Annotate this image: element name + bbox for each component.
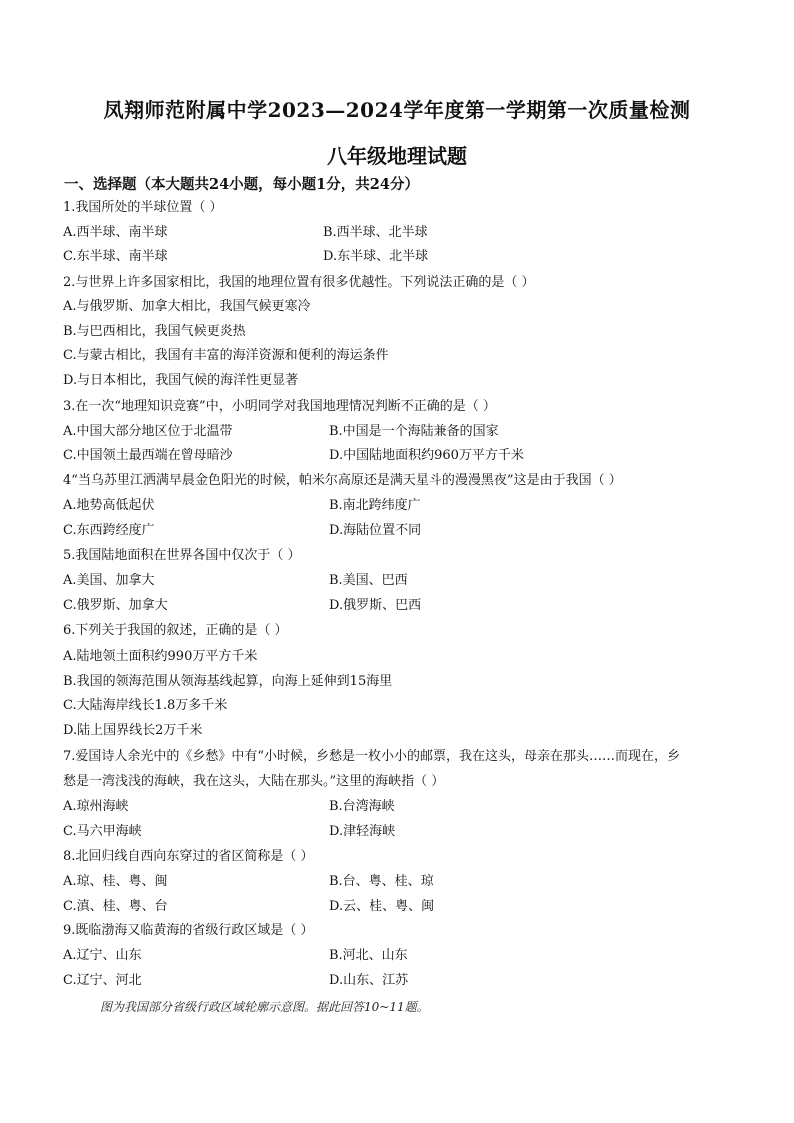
- question-5-option-d: D.俄罗斯、巴西: [329, 598, 422, 613]
- question-5-option-c: C.俄罗斯、加拿大: [63, 598, 168, 613]
- question-2-option-b: B.与巴西相比，我国气候更炎热: [63, 324, 246, 339]
- question-4-stem: 4“当乌苏里江洒满早晨金色阳光的时候，帕米尔高原还是满天星斗的漫漫黑夜”这是由于我国（ ）: [63, 473, 622, 488]
- question-1-option-a: A.西半球、南半球: [63, 225, 168, 240]
- question-1-stem: 1.我国所处的半球位置（ ）: [63, 200, 223, 215]
- question-3-option-c: C.中国领土最西端在曾母暗沙: [63, 448, 233, 463]
- question-6-stem: 6.下列关于我国的叙述，正确的是（ ）: [63, 623, 288, 638]
- question-3-option-b: B.中国是一个海陆兼备的国家: [329, 424, 499, 439]
- question-9-option-c: C.辽宁、河北: [63, 973, 142, 988]
- question-7-option-d: D.津轻海峡: [329, 824, 396, 839]
- question-8-option-a: A.琼、桂、粤、闽: [63, 874, 168, 889]
- question-2-stem: 2.与世界上许多国家相比，我国的地理位置有很多优越性。下列说法正确的是（ ）: [63, 275, 535, 290]
- question-4-option-b: B.南北跨纬度广: [329, 498, 421, 513]
- question-1-option-d: D.东半球、北半球: [323, 249, 429, 264]
- figure-caption: 图为我国部分省级行政区域轮廓示意图。据此回答10~11题。: [100, 1000, 429, 1014]
- section-heading: 一、选择题（本大题共24小题，每小题1分，共24分）: [64, 176, 419, 193]
- question-9-option-b: B.河北、山东: [329, 948, 408, 963]
- question-9-option-a: A.辽宁、山东: [63, 948, 142, 963]
- question-6-option-c: C.大陆海岸线长1.8万多千米: [63, 698, 228, 713]
- question-7-option-c: C.马六甲海峡: [63, 824, 142, 839]
- exam-title: 凤翔师范附属中学2023—2024学年度第一学期第一次质量检测: [103, 98, 691, 122]
- question-9-option-d: D.山东、江苏: [329, 973, 409, 988]
- question-4-option-d: D.海陆位置不同: [329, 523, 422, 538]
- question-1-option-c: C.东半球、南半球: [63, 249, 168, 264]
- question-8-option-d: D.云、桂、粤、闽: [329, 899, 435, 914]
- question-3-option-d: D.中国陆地面积约960万平方千米: [329, 448, 524, 463]
- question-7-stem-continued: 愁是一湾浅浅的海峡，我在这头，大陆在那头。”这里的海峡指（ ）: [63, 774, 445, 789]
- question-8-stem: 8.北回归线自西向东穿过的省区简称是（ ）: [63, 849, 314, 864]
- question-3-stem: 3.在一次“地理知识竞赛”中，小明同学对我国地理情况判断不正确的是（ ）: [63, 399, 496, 414]
- question-8-option-b: B.台、粤、桂、琼: [329, 874, 434, 889]
- question-5-stem: 5.我国陆地面积在世界各国中仅次于（ ）: [63, 548, 301, 563]
- question-7-stem: 7.爱国诗人余光中的《乡愁》中有“小时候，乡愁是一枚小小的邮票，我在这头，母亲在那头……而现在，乡: [63, 749, 681, 764]
- question-6-option-d: D.陆上国界线长2万千米: [63, 723, 203, 738]
- question-3-option-a: A.中国大部分地区位于北温带: [63, 424, 233, 439]
- question-9-stem: 9.既临渤海又临黄海的省级行政区域是（ ）: [63, 923, 314, 938]
- question-6-option-b: B.我国的领海范围从领海基线起算，向海上延伸到15海里: [63, 674, 393, 689]
- question-6-option-a: A.陆地领土面积约990万平方千米: [63, 649, 258, 664]
- exam-subtitle: 八年级地理试题: [327, 144, 467, 168]
- question-5-option-a: A.美国、加拿大: [63, 573, 155, 588]
- question-7-option-a: A.琼州海峡: [63, 799, 129, 814]
- question-7-option-b: B.台湾海峡: [329, 799, 395, 814]
- question-4-option-c: C.东西跨经度广: [63, 523, 155, 538]
- question-4-option-a: A.地势高低起伏: [63, 498, 155, 513]
- question-8-option-c: C.滇、桂、粤、台: [63, 899, 168, 914]
- question-2-option-a: A.与俄罗斯、加拿大相比，我国气候更寒冷: [63, 299, 311, 314]
- question-2-option-d: D.与日本相比，我国气候的海洋性更显著: [63, 373, 299, 388]
- question-2-option-c: C.与蒙古相比，我国有丰富的海洋资源和便利的海运条件: [63, 348, 389, 363]
- question-5-option-b: B.美国、巴西: [329, 573, 408, 588]
- question-1-option-b: B.西半球、北半球: [323, 225, 428, 240]
